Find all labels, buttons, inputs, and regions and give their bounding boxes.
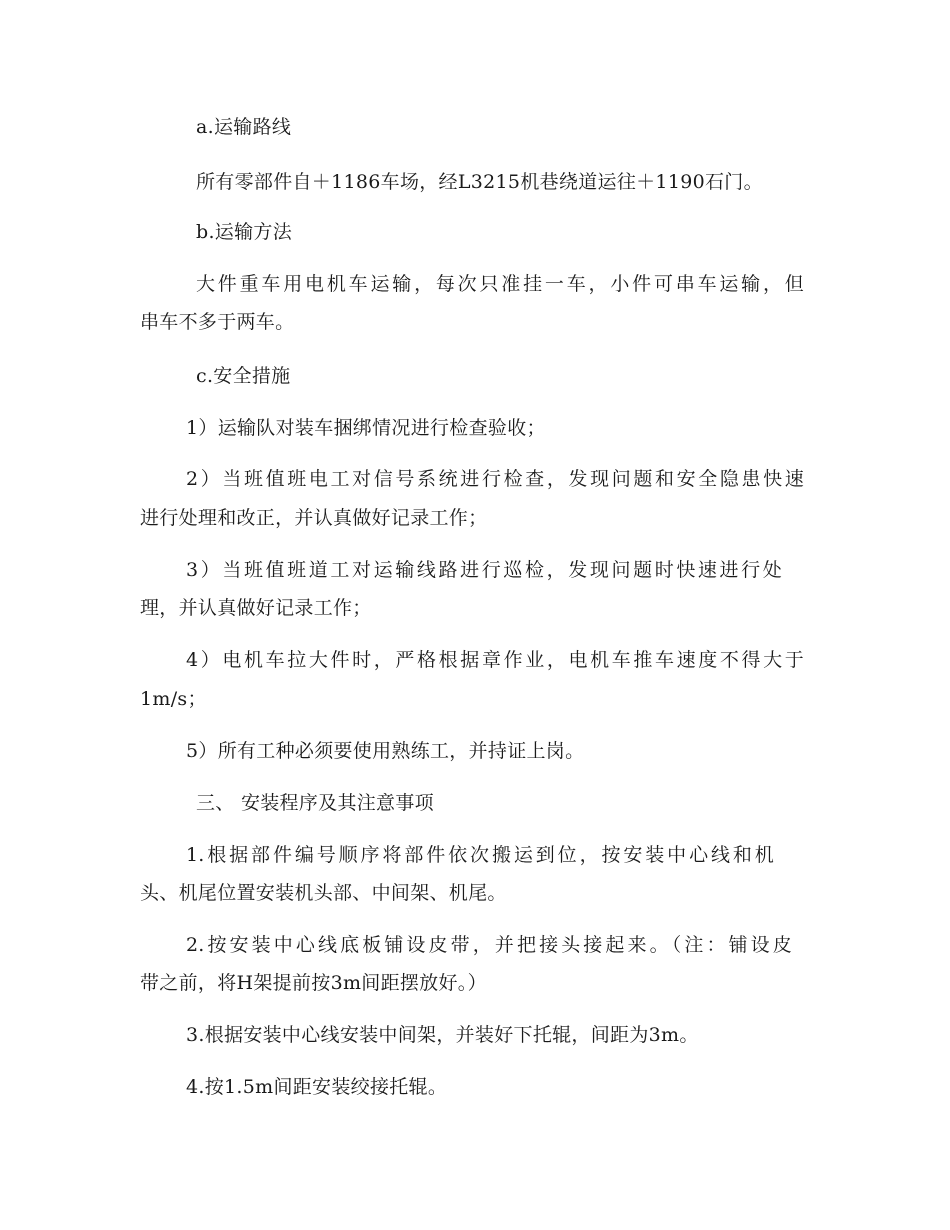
safety-item-3-line-2: 理，并认真做好记录工作； [140,597,372,619]
safety-item-4-line-1: 4）电机车拉大件时，严格根据章作业，电机车推车速度不得大于 [186,649,804,671]
paragraph-transport-route: 所有零部件自＋1186车场，经L3215机巷绕道运往＋1190石门。 [196,171,763,193]
install-step-4: 4.按1.5m间距安装绞接托辊。 [186,1076,448,1098]
subheading-safety-measures: c.安全措施 [196,365,291,387]
install-step-2-line-2: 带之前，将H架提前按3m间距摆放好。） [140,972,487,994]
paragraph-transport-method-line-1: 大件重车用电机车运输，每次只准挂一车，小件可串车运输，但 [196,273,804,295]
subheading-transport-method: b.运输方法 [196,221,293,243]
safety-item-1: 1）运输队对装车捆绑情况进行检查验收； [186,417,546,439]
safety-item-5: 5）所有工种必须要使用熟练工，并持证上岗。 [186,740,585,762]
section-heading-installation: 三、 安装程序及其注意事项 [196,792,434,814]
safety-item-2-line-2: 进行处理和改正，并认真做好记录工作； [140,507,488,529]
safety-item-4-line-2: 1m/s； [140,688,207,710]
install-step-3: 3.根据安装中心线安装中间架，并装好下托辊，间距为3m。 [186,1024,699,1046]
safety-item-2-line-1: 2）当班值班电工对信号系统进行检查，发现问题和安全隐患快速 [186,468,804,490]
install-step-1-line-1: 1.根据部件编号顺序将部件依次搬运到位，按安装中心线和机 [186,844,774,866]
safety-item-3-line-1: 3）当班值班道工对运输线路进行巡检，发现问题时快速进行处 [186,559,782,581]
subheading-transport-route: a.运输路线 [196,116,292,138]
paragraph-transport-method-line-2: 串车不多于两车。 [140,311,295,333]
install-step-2-line-1: 2.按安装中心线底板铺设皮带，并把接头接起来。（注：铺设皮 [186,934,792,956]
install-step-1-line-2: 头、机尾位置安装机头部、中间架、机尾。 [140,882,507,904]
